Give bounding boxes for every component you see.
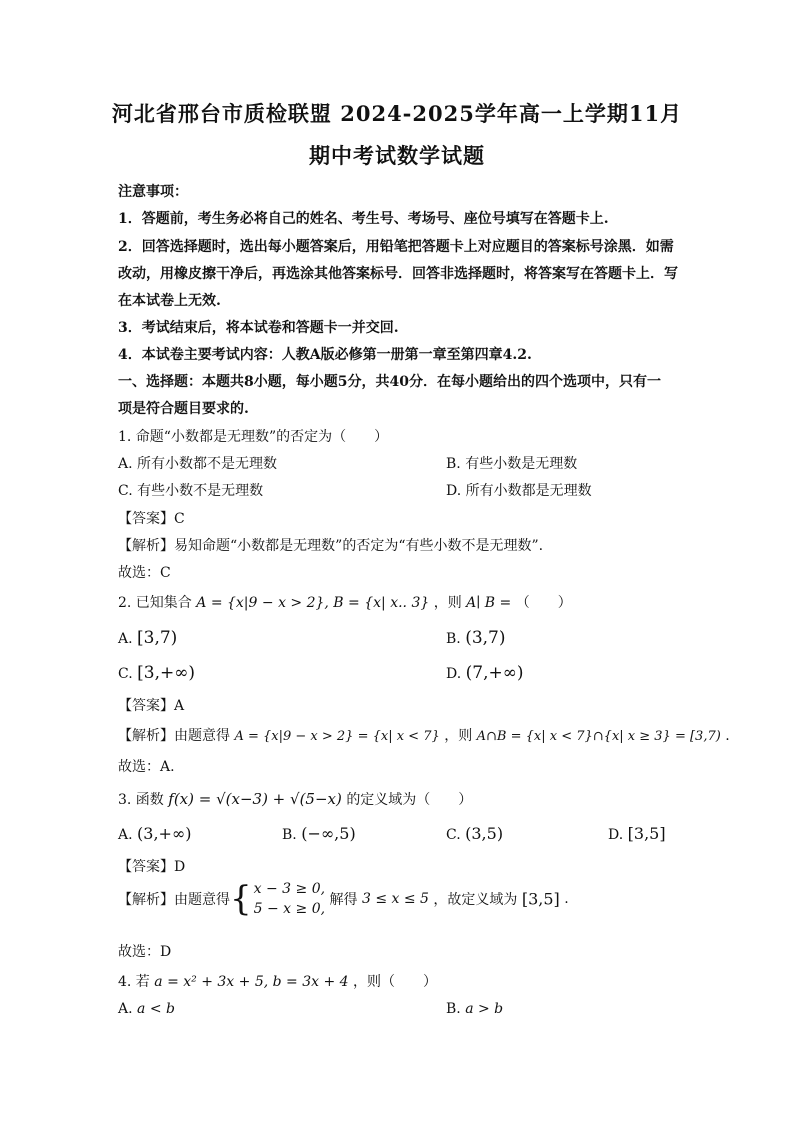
q3-conclusion: 故选：D <box>118 944 172 960</box>
q3-system-row2: 5 − x ≥ 0, <box>253 901 326 917</box>
q3-option-c-label: C. <box>446 827 461 843</box>
q4-stem-expressions: a = x² + 3x + 5, b = 3x + 4 <box>154 974 349 990</box>
q3-analysis-mid: 解得 <box>329 892 358 908</box>
q1-answer: 【答案】C <box>118 511 185 527</box>
q3-option-d-label: D. <box>608 827 624 843</box>
q3-stem <box>118 789 472 809</box>
q3-option-c-math: (3,5) <box>465 824 504 843</box>
q3-option-d <box>608 824 666 843</box>
q1-conclusion: 故选：C <box>118 565 171 581</box>
notice-item-2a: 2．回答选择题时，选出每小题答案后，用铅笔把答题卡上对应题目的答案标号涂黑．如需 <box>118 239 674 255</box>
q2-option-c-label: C. <box>118 666 133 682</box>
q3-analysis-domain: [3,5] <box>521 889 560 909</box>
q4-option-b-label: B. <box>446 1001 461 1017</box>
q4-option-a <box>118 1001 175 1017</box>
q3-stem-prefix: 3. 函数 <box>118 792 164 808</box>
q2-conclusion: 故选：A. <box>118 759 175 775</box>
q2-option-a <box>118 628 177 648</box>
q2-analysis-mid: ，则 <box>444 728 473 744</box>
q2-option-a-math: [3,7) <box>137 628 178 648</box>
q3-option-a <box>118 824 192 843</box>
q4-option-a-math: a < b <box>137 1001 175 1017</box>
q2-option-a-label: A. <box>118 631 133 647</box>
exam-title-line1: 河北省邢台市质检联盟 2024-2025学年高一上学期11月 <box>111 101 683 126</box>
q2-option-b <box>446 628 506 648</box>
q2-stem-prefix: 2. 已知集合 <box>118 595 192 611</box>
notice-item-2c: 在本试卷上无效. <box>118 293 221 309</box>
q2-option-b-label: B. <box>446 631 461 647</box>
q3-option-b <box>282 824 356 843</box>
q3-analysis-mid2: ，故定义域为 <box>433 892 518 908</box>
q2-option-b-math: (3,7) <box>465 628 506 648</box>
q3-option-a-label: A. <box>118 827 133 843</box>
q3-answer: 【答案】D <box>118 859 186 875</box>
q3-option-a-math: (3,+∞) <box>137 824 192 843</box>
q1-option-d: D. 所有小数都是无理数 <box>446 483 592 499</box>
q3-option-d-math: [3,5] <box>627 824 666 843</box>
q2-stem-sets: A = {x|9 − x > 2}, B = {x| x.. 3} <box>196 595 430 611</box>
q2-stem-mid: ，则 <box>433 595 462 611</box>
q2-option-c-math: [3,+∞) <box>137 663 196 683</box>
q1-analysis: 【解析】易知命题“小数都是无理数”的否定为“有些小数不是无理数”. <box>118 538 544 554</box>
q2-option-c <box>118 663 195 683</box>
q2-answer: 【答案】A <box>118 698 185 714</box>
q4-option-b-math: a > b <box>465 1001 504 1017</box>
q3-stem-function: f(x) = √(x−3) + √(5−x) <box>168 790 342 808</box>
q3-option-c <box>446 824 503 843</box>
q2-stem-intersection: A∣ B = <box>466 595 512 611</box>
section-heading-line1: 一、选择题：本题共8小题，每小题5分，共40分．在每小题给出的四个选项中，只有一 <box>118 374 661 390</box>
q2-option-d-label: D. <box>446 666 462 682</box>
q3-system-row1: x − 3 ≥ 0, <box>253 881 326 897</box>
q1-option-b: B. 有些小数是无理数 <box>446 456 578 472</box>
q2-analysis <box>118 725 730 745</box>
notice-item-4: 4．本试卷主要考试内容：人教A版必修第一册第一章至第四章4.2. <box>118 347 532 363</box>
q1-option-a: A. 所有小数都不是无理数 <box>118 456 278 472</box>
q2-option-d-math: (7,+∞) <box>465 663 524 683</box>
notice-item-1: 1．答题前，考生务必将自己的姓名、考生号、考场号、座位号填写在答题卡上. <box>118 211 609 227</box>
q2-analysis-math1: A = {x|9 − x > 2} = {x| x < 7} <box>234 729 440 744</box>
q3-system-brace-icon: { <box>230 879 252 919</box>
q4-stem-suffix: ，则（ ） <box>353 974 438 990</box>
section-heading-line2: 项是符合题目要求的. <box>118 401 249 417</box>
q3-stem-suffix: 的定义域为（ ） <box>346 792 473 808</box>
notice-item-2b: 改动，用橡皮擦干净后，再选涂其他答案标号．回答非选择题时，将答案写在答题卡上．写 <box>118 266 678 282</box>
q3-analysis-prefix: 【解析】由题意得 <box>118 892 230 908</box>
q2-stem-suffix: （ ） <box>515 595 572 611</box>
q2-analysis-end: . <box>725 728 730 744</box>
q2-analysis-prefix: 【解析】由题意得 <box>118 728 230 744</box>
q2-option-d <box>446 663 524 683</box>
q3-analysis <box>118 879 569 919</box>
q3-analysis-range: 3 ≤ x ≤ 5 <box>361 891 429 907</box>
exam-title-line2: 期中考试数学试题 <box>309 143 485 168</box>
q1-option-c: C. 有些小数不是无理数 <box>118 483 264 499</box>
q3-option-b-label: B. <box>282 827 297 843</box>
q1-stem: 1. 命题“小数都是无理数”的否定为（ ） <box>118 429 389 445</box>
q3-inequality-system <box>254 879 325 919</box>
notice-item-3: 3．考试结束后，将本试卷和答题卡一并交回. <box>118 320 399 336</box>
q2-analysis-math2: A∩B = {x| x < 7}∩{x| x ≥ 3} = [3,7) <box>476 729 721 744</box>
q2-stem <box>118 592 572 612</box>
q3-option-b-math: (−∞,5) <box>301 824 356 843</box>
q3-analysis-end: . <box>564 891 569 907</box>
q4-option-a-label: A. <box>118 1001 133 1017</box>
q4-stem-prefix: 4. 若 <box>118 974 150 990</box>
q4-option-b <box>446 1001 503 1017</box>
notice-heading: 注意事项： <box>118 184 188 200</box>
q4-stem <box>118 971 437 991</box>
